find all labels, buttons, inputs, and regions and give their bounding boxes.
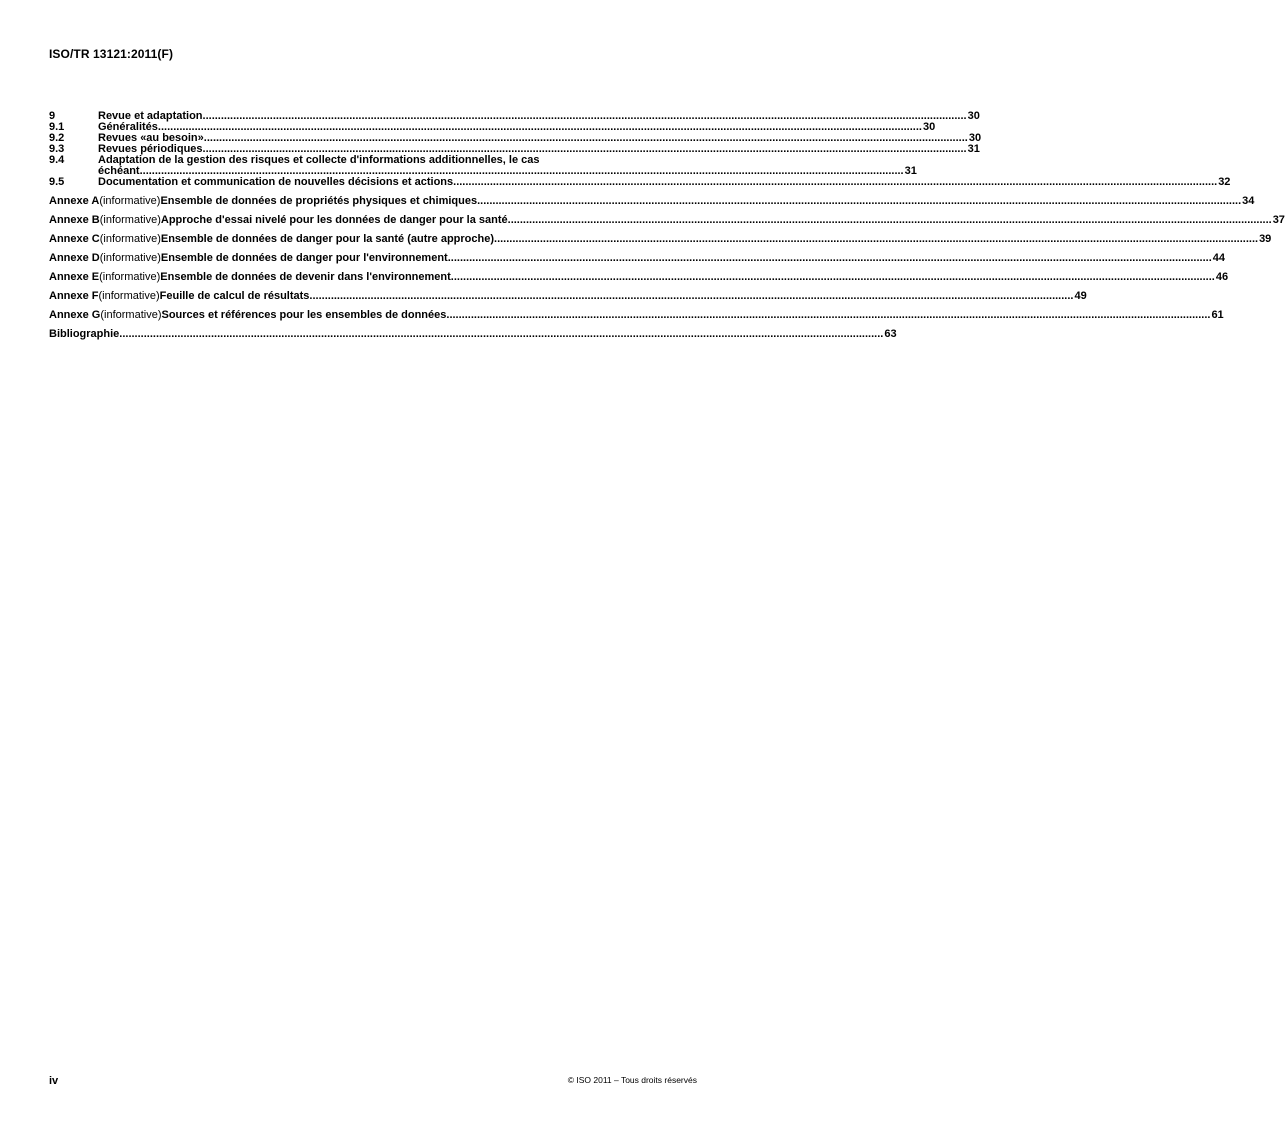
toc-entry-number: 9 bbox=[49, 110, 56, 122]
toc-entry-page: 31 bbox=[904, 165, 917, 177]
toc-entry-title-line1: Adaptation de la gestion des risques et collecte d'informations additionnelles, le cas bbox=[98, 154, 540, 166]
annex-title: Ensemble de données de devenir dans l'environnement bbox=[160, 271, 451, 283]
toc-leader-dots bbox=[508, 215, 1272, 226]
annex-title: Ensemble de données de propriétés physiques et chimiques bbox=[160, 195, 478, 207]
annex-page: 37 bbox=[1272, 214, 1285, 226]
toc-annex-f[interactable] bbox=[49, 290, 1087, 302]
bibliography-page: 63 bbox=[884, 328, 897, 340]
toc-annex-c[interactable] bbox=[49, 233, 1272, 245]
annex-title: Approche d'essai nivelé pour les données de danger pour la santé bbox=[160, 214, 508, 226]
toc-entry-page: 32 bbox=[1218, 176, 1231, 188]
annex-title: Sources et références pour les ensembles de données bbox=[161, 309, 447, 321]
document-id-header: ISO/TR 13121:2011(F) bbox=[49, 47, 174, 61]
table-of-contents bbox=[49, 110, 1285, 340]
toc-annex-a[interactable] bbox=[49, 195, 1255, 207]
toc-entry-title: Documentation et communication de nouvelles décisions et actions bbox=[98, 176, 454, 188]
annex-kind: (informative) bbox=[99, 271, 161, 283]
annex-label: Annexe F bbox=[49, 290, 99, 302]
toc-entry-title-line2: échéant bbox=[98, 165, 140, 177]
toc-annex-d[interactable] bbox=[49, 252, 1226, 264]
toc-entry-number: 9.1 bbox=[49, 121, 65, 133]
toc-annex-e[interactable] bbox=[49, 271, 1229, 283]
toc-leader-dots bbox=[477, 196, 1241, 207]
copyright-notice: © ISO 2011 – Tous droits réservés bbox=[567, 1075, 697, 1085]
annex-title: Feuille de calcul de résultats bbox=[159, 290, 310, 302]
annex-page: 61 bbox=[1211, 309, 1224, 321]
annex-title: Ensemble de données de danger pour la santé (autre approche) bbox=[160, 233, 495, 245]
annex-page: 34 bbox=[1242, 195, 1255, 207]
toc-entry-page: 30 bbox=[922, 121, 936, 133]
annex-label: Annexe D bbox=[49, 252, 100, 264]
annex-label: Annexe A bbox=[49, 195, 100, 207]
annex-kind: (informative) bbox=[99, 195, 161, 207]
toc-annex-b[interactable] bbox=[49, 214, 1285, 226]
annex-kind: (informative) bbox=[99, 214, 161, 226]
annex-page: 49 bbox=[1074, 290, 1087, 302]
toc-entry-title: Revues «au besoin» bbox=[98, 132, 204, 144]
toc-entry-page: 30 bbox=[968, 132, 982, 144]
annex-kind: (informative) bbox=[98, 290, 160, 302]
toc-leader-dots bbox=[451, 272, 1215, 283]
annex-label: Annexe G bbox=[49, 309, 101, 321]
toc-entry-9-4[interactable] bbox=[49, 154, 917, 177]
toc-entry-page: 31 bbox=[967, 143, 980, 155]
annex-page: 46 bbox=[1215, 271, 1229, 283]
toc-leader-dots bbox=[453, 177, 1217, 188]
toc-leader-dots bbox=[494, 234, 1258, 245]
annex-page: 39 bbox=[1259, 233, 1272, 245]
toc-entry-title: Généralités bbox=[98, 121, 158, 133]
annex-kind: (informative) bbox=[99, 252, 161, 264]
page-number: iv bbox=[49, 1075, 59, 1087]
annex-page: 44 bbox=[1212, 252, 1226, 264]
annex-kind: (informative) bbox=[100, 309, 162, 321]
annex-title: Ensemble de données de danger pour l'environnement bbox=[160, 252, 448, 264]
toc-entry-page: 30 bbox=[967, 110, 980, 122]
toc-entry-title: Revues périodiques bbox=[98, 143, 203, 155]
toc-entry-title: Revue et adaptation bbox=[98, 110, 203, 122]
bibliography-title: Bibliographie bbox=[49, 328, 120, 340]
toc-leader-dots bbox=[446, 310, 1210, 321]
toc-annex-g[interactable] bbox=[49, 309, 1224, 321]
toc-entry-number: 9.5 bbox=[49, 176, 65, 188]
annex-label: Annexe B bbox=[49, 214, 100, 226]
toc-bibliography[interactable] bbox=[49, 328, 897, 340]
annex-label: Annexe C bbox=[49, 233, 100, 245]
toc-entry-number: 9.4 bbox=[49, 154, 65, 166]
toc-leader-dots bbox=[309, 291, 1073, 302]
annex-kind: (informative) bbox=[99, 233, 161, 245]
annex-label: Annexe E bbox=[49, 271, 100, 283]
toc-entry-9-5[interactable] bbox=[49, 176, 1231, 188]
toc-entry-number: 9.2 bbox=[49, 132, 65, 144]
toc-leader-dots bbox=[119, 329, 883, 340]
toc-leader-dots bbox=[448, 253, 1212, 264]
toc-entry-number: 9.3 bbox=[49, 143, 65, 155]
